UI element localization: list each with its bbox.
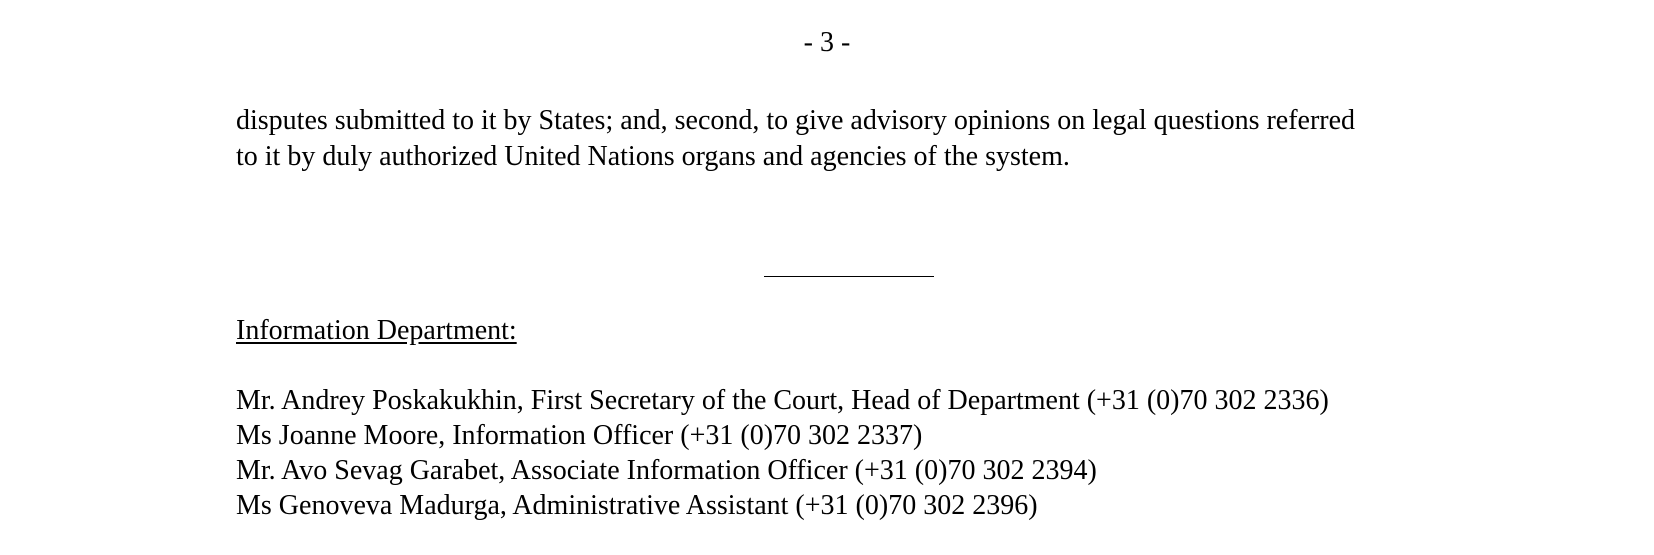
contact-item: Ms Joanne Moore, Information Officer (+31 (0)70 302 2337)	[236, 420, 923, 451]
page-number: - 3 -	[803, 27, 851, 58]
paragraph-line: to it by duly authorized United Nations organs and agencies of the system.	[236, 141, 1070, 172]
information-department-heading: Information Department:	[236, 315, 517, 346]
contact-list	[236, 383, 1329, 523]
contact-item: Mr. Avo Sevag Garabet, Associate Information Officer (+31 (0)70 302 2394)	[236, 455, 1097, 486]
section-separator	[764, 276, 934, 277]
paragraph-line: disputes submitted to it by States; and, second, to give advisory opinions on legal questions referred	[236, 105, 1356, 136]
contact-item: Ms Genoveva Madurga, Administrative Assistant (+31 (0)70 302 2396)	[236, 490, 1038, 521]
body-paragraph	[236, 103, 1496, 175]
contact-item: Mr. Andrey Poskakukhin, First Secretary of the Court, Head of Department (+31 (0)70 302 2336)	[236, 385, 1329, 416]
